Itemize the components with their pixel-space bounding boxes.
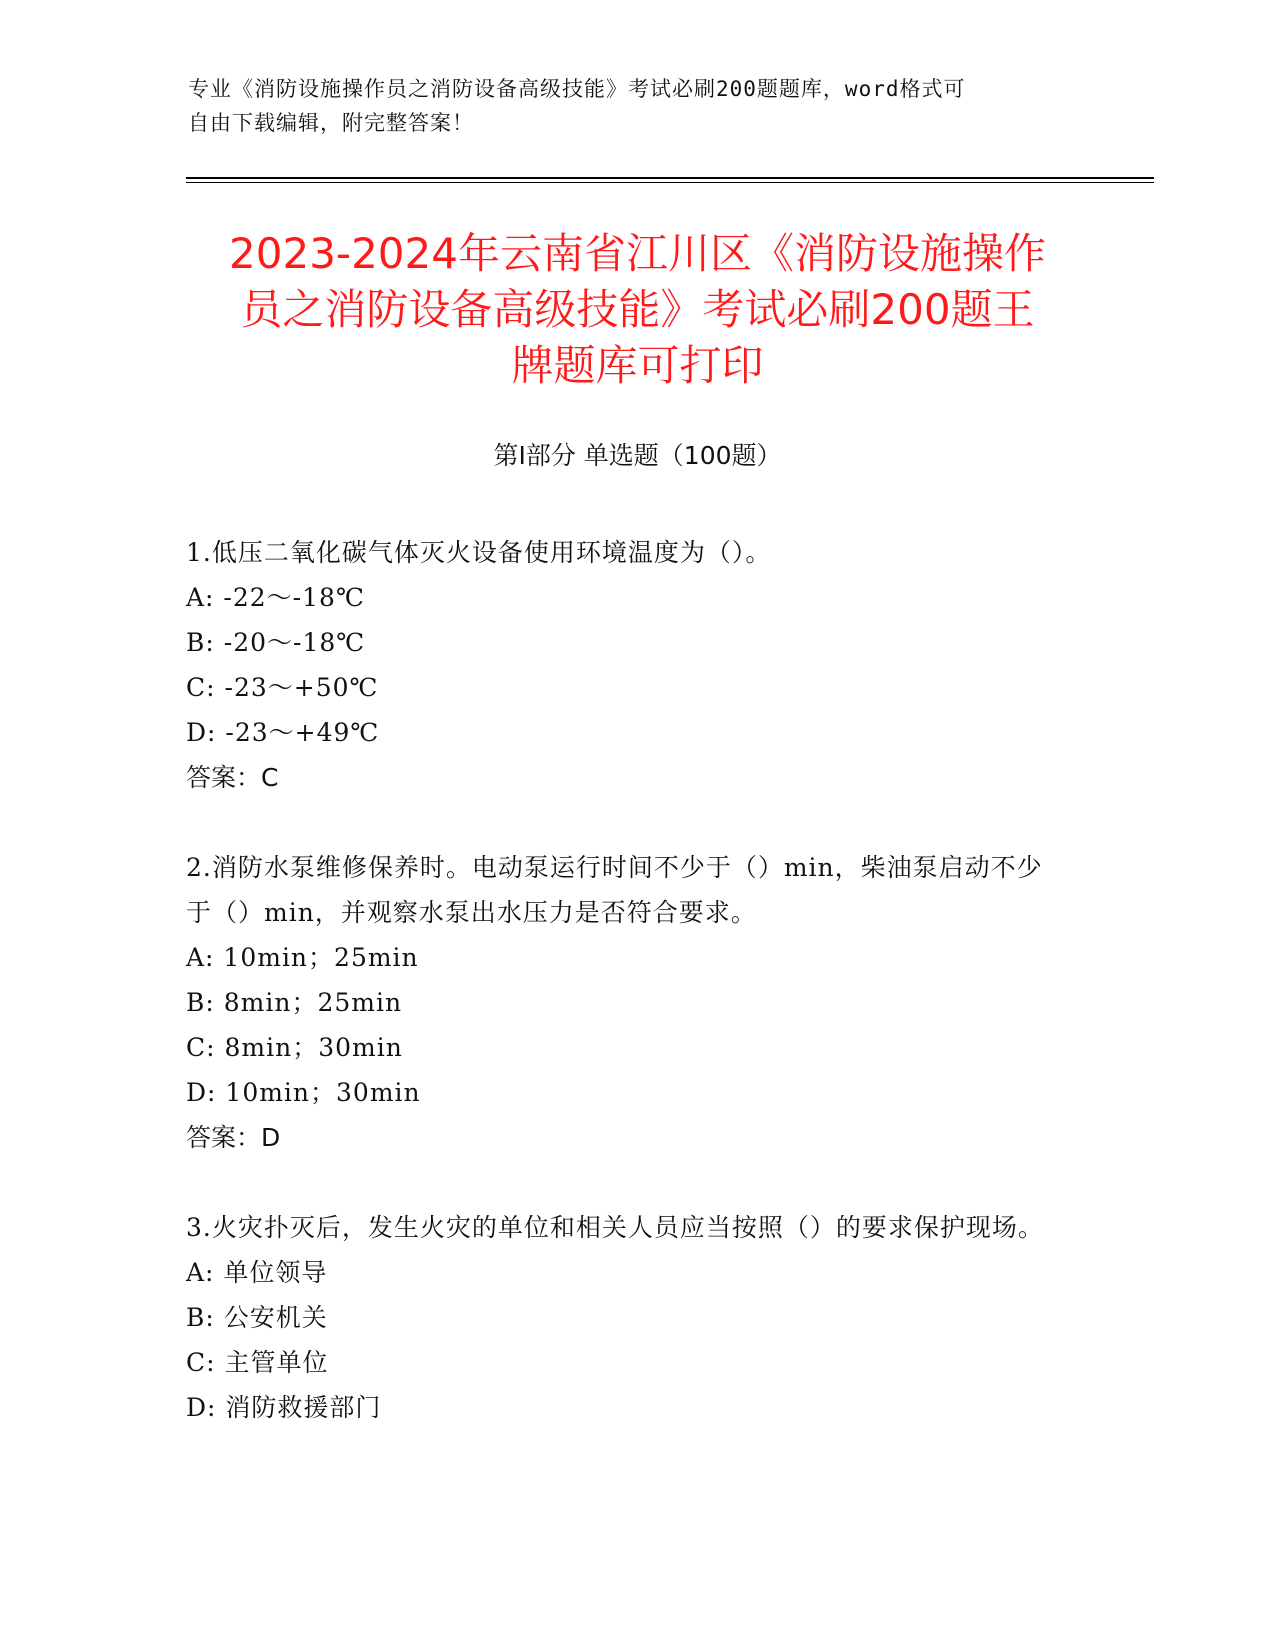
header-divider-thin bbox=[186, 182, 1154, 183]
option-c: C: -23～+50℃ bbox=[186, 673, 379, 702]
document-title bbox=[180, 226, 1095, 394]
header-note bbox=[188, 72, 1088, 140]
header-divider-thick bbox=[186, 177, 1154, 179]
answer: 答案：D bbox=[186, 1123, 281, 1152]
title-line-2: 员之消防设备高级技能》考试必刷200题王 bbox=[240, 285, 1035, 334]
title-line-1: 2023-2024年云南省江川区《消防设施操作 bbox=[229, 229, 1046, 278]
section-heading: 第I部分 单选题（100题） bbox=[493, 441, 782, 470]
option-b: B: 公安机关 bbox=[186, 1303, 328, 1332]
option-b: B: 8min；25min bbox=[186, 988, 403, 1017]
option-b: B: -20～-18℃ bbox=[186, 628, 366, 657]
title-line-3: 牌题库可打印 bbox=[511, 341, 764, 390]
option-c: C: 8min；30min bbox=[186, 1033, 403, 1062]
option-a: A: 单位领导 bbox=[186, 1258, 328, 1287]
question-list bbox=[186, 530, 1086, 1475]
option-a: A: 10min；25min bbox=[186, 943, 419, 972]
question-1 bbox=[186, 530, 1086, 800]
header-note-line-1: 专业《消防设施操作员之消防设备高级技能》考试必刷200题题库，word格式可 bbox=[188, 77, 966, 101]
option-c: C: 主管单位 bbox=[186, 1348, 329, 1377]
question-text: 1.低压二氧化碳气体灭火设备使用环境温度为（）。 bbox=[186, 538, 772, 567]
question-3 bbox=[186, 1205, 1086, 1430]
option-a: A: -22～-18℃ bbox=[186, 583, 365, 612]
option-d: D: 消防救援部门 bbox=[186, 1393, 382, 1422]
answer: 答案：C bbox=[186, 763, 279, 792]
question-text: 3.火灾扑灭后，发生火灾的单位和相关人员应当按照（）的要求保护现场。 bbox=[186, 1213, 1044, 1242]
option-d: D: 10min；30min bbox=[186, 1078, 421, 1107]
question-2 bbox=[186, 845, 1086, 1160]
question-text: 2.消防水泵维修保养时。电动泵运行时间不少于（）min，柴油泵启动不少于（）min，并观察水泵出水压力是否符合要求。 bbox=[186, 853, 1043, 927]
option-d: D: -23～+49℃ bbox=[186, 718, 380, 747]
header-note-line-2: 自由下载编辑，附完整答案！ bbox=[188, 111, 474, 135]
